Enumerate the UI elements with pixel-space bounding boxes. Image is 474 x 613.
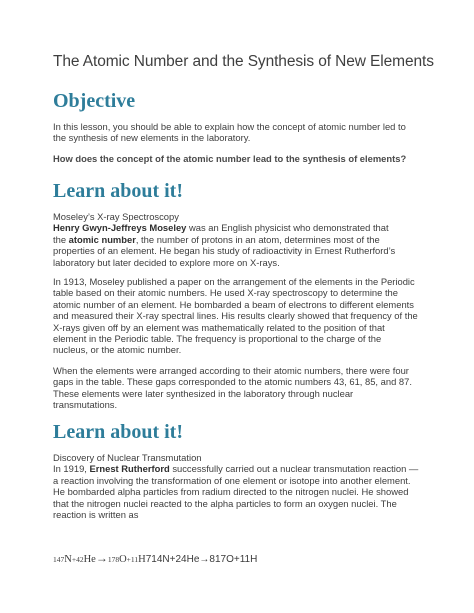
text-line: and measured their X-ray spectral lines. His results clearly showed that frequency of the [53, 310, 418, 322]
oxygen-numbers: 178 [107, 555, 120, 564]
text-line: atomic number of an element. He bombarded a beam of electrons to different elements [53, 298, 414, 310]
objective-intro [53, 121, 428, 144]
nitrogen-symbol: N [64, 554, 72, 565]
hydrogen-numbers: 11 [130, 555, 139, 564]
text-line: that the nitrogen nuclei reacted to the alpha particles to form an oxygen nuclei. The [53, 497, 397, 509]
plus-sign: + [71, 555, 77, 564]
reaction-arrow-icon: → [95, 551, 108, 565]
objective-heading: Objective [53, 90, 136, 112]
text-line: table based on their atomic numbers. He used X-ray spectroscopy to determine the [53, 287, 398, 299]
moseley-name: Henry Gwyn-Jeffreys Moseley [53, 222, 187, 234]
objective-question: How does the concept of the atomic number lead to the synthesis of elements? [53, 153, 407, 164]
hydrogen-symbol: H [138, 554, 146, 565]
transmutation-equation [53, 551, 257, 566]
text-line: transmutations. [53, 399, 118, 411]
text-line: the synthesis of new elements in the laboratory. [53, 132, 251, 144]
text-line: nucleus, or the atomic number. [53, 344, 182, 356]
section-subtitle: Discovery of Nuclear Transmutation [53, 452, 202, 463]
text-line: These elements were later synthesized in the laboratory through nuclear [53, 387, 354, 399]
document-title: The Atomic Number and the Synthesis of New Elements [53, 53, 434, 70]
text-line: He bombarded alpha particles from radium directed to the nitrogen nuclei. He showed [53, 486, 409, 498]
text-line: X-rays given off by an element was mathematically related to the position of that [53, 321, 385, 333]
moseley-paragraph-2 [53, 276, 428, 356]
text-line: When the elements were arranged according to their atomic numbers, there were four [53, 365, 409, 376]
atomic-number-term: atomic number [68, 233, 136, 245]
moseley-paragraph-3 [53, 365, 428, 411]
text-line: laboratory but later decided to explore more on X-rays. [53, 256, 280, 268]
text-line: a reaction involving the transformation of one element or isotope into another element. [53, 474, 411, 486]
rutherford-section [53, 452, 428, 520]
text-line: gaps in the table. These gaps corresponded to the atomic numbers 43, 61, 85, and 87. [53, 376, 412, 388]
text-line: Henry Gwyn-Jeffreys Moseley was an English physicist who demonstrated that [53, 222, 389, 234]
section-subtitle: Moseley’s X-ray Spectroscopy [53, 211, 179, 222]
text-line: element in the Periodic table. The frequency is proportional to the charge of the [53, 333, 382, 345]
nitrogen-numbers: 147 [53, 555, 65, 564]
plus-sign: + [126, 555, 131, 564]
helium-numbers: 42 [76, 555, 84, 564]
text-line: reaction is written as [53, 509, 139, 521]
learn-heading-1: Learn about it! [53, 180, 183, 202]
helium-symbol: He [83, 554, 96, 565]
text-line: In this lesson, you should be able to explain how the concept of atomic number led to [53, 121, 406, 132]
text-line: In 1919, Ernest Rutherford successfully carried out a nuclear transmutation reaction — [53, 463, 419, 475]
text-line: the atomic number, the number of protons in an atom, determines most of the [53, 233, 380, 245]
oxygen-symbol: O [119, 554, 127, 565]
equation-plain-text: 714N+24He→817O+11H [145, 554, 258, 565]
rutherford-name: Ernest Rutherford [89, 463, 170, 475]
learn-heading-2: Learn about it! [53, 421, 183, 443]
text-line: properties of an element. He began his study of radioactivity in Ernest Rutherford’s [53, 245, 396, 257]
text-line: In 1913, Moseley published a paper on the arrangement of the elements in the Periodic [53, 276, 415, 287]
moseley-section [53, 211, 428, 268]
